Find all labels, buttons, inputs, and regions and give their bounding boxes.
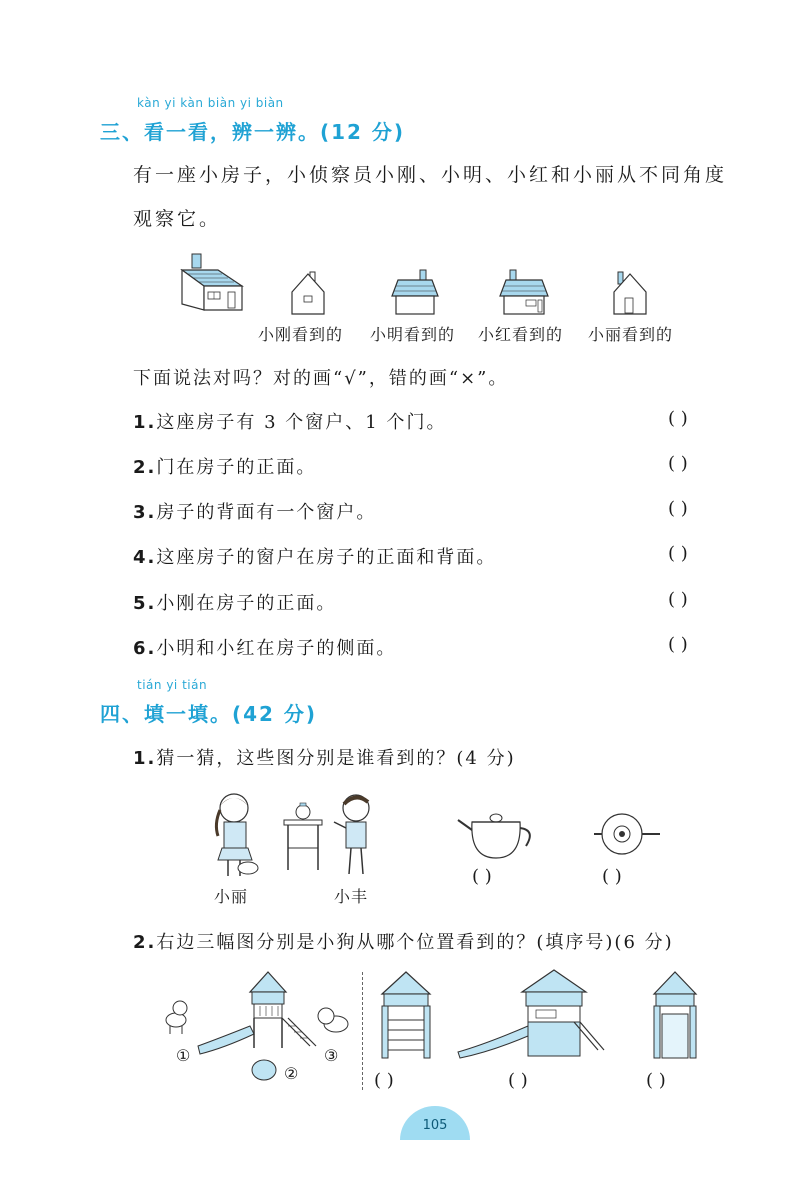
section3-pinyin: kàn yi kàn biàn yi biàn xyxy=(137,96,284,110)
judge-item-2: 2.门在房子的正面。 xyxy=(133,457,317,478)
slide-scene xyxy=(160,968,360,1088)
position-label-1: ① xyxy=(176,1046,191,1065)
answer-blank-2[interactable]: ( ) xyxy=(668,453,688,474)
slide-view-b xyxy=(456,966,606,1062)
judge-item-6: 6.小明和小红在房子的侧面。 xyxy=(133,638,397,659)
answer-blank-4[interactable]: ( ) xyxy=(668,543,688,564)
judge-item-5: 5.小刚在房子的正面。 xyxy=(133,593,337,614)
house-3d-illustration xyxy=(178,252,248,314)
house-view-xiaoming xyxy=(390,268,440,316)
answer-blank-6[interactable]: ( ) xyxy=(668,634,688,655)
view-label-xiaoming: 小明看到的 xyxy=(370,325,456,344)
position-label-2: ② xyxy=(284,1064,299,1083)
section3-heading: 三、看一看，辨一辨。(12 分) xyxy=(100,120,406,144)
q2-blank-1[interactable]: ( ) xyxy=(374,1070,394,1091)
answer-blank-1[interactable]: ( ) xyxy=(668,408,688,429)
boy-figure xyxy=(326,788,382,880)
intro-line-1: 有一座小房子，小侦察员小刚、小明、小红和小丽从不同角度 xyxy=(133,164,728,186)
q1-blank-2[interactable]: ( ) xyxy=(602,866,622,887)
q1-prompt: 1.猜一猜，这些图分别是谁看到的？(4 分) xyxy=(133,748,516,769)
page-number: 105 xyxy=(400,1106,470,1140)
table-with-teapot xyxy=(282,800,324,872)
house-view-xiaohong xyxy=(498,268,550,316)
answer-blank-5[interactable]: ( ) xyxy=(668,589,688,610)
judge-instruction: 下面说法对吗？对的画“√”，错的画“×”。 xyxy=(133,368,509,389)
intro-line-2: 观察它。 xyxy=(133,208,222,230)
judge-item-1: 1.这座房子有 3 个窗户、1 个门。 xyxy=(133,412,447,433)
teapot-top-view xyxy=(592,812,664,856)
judge-item-3: 3.房子的背面有一个窗户。 xyxy=(133,502,377,523)
slide-view-c xyxy=(650,970,700,1062)
dog-position-1 xyxy=(166,1001,187,1034)
q2-blank-2[interactable]: ( ) xyxy=(508,1070,528,1091)
judge-item-4: 4.这座房子的窗户在房子的正面和背面。 xyxy=(133,547,497,568)
dog-position-2 xyxy=(252,1060,276,1080)
teapot-side-view xyxy=(456,808,540,860)
girl-figure xyxy=(206,788,266,880)
q1-blank-1[interactable]: ( ) xyxy=(472,866,492,887)
dashed-divider xyxy=(362,972,363,1090)
slide-view-a xyxy=(376,970,436,1062)
view-label-xiaohong: 小红看到的 xyxy=(478,325,564,344)
view-label-xiaogang: 小刚看到的 xyxy=(258,325,344,344)
position-label-3: ③ xyxy=(324,1046,339,1065)
name-xiaoli: 小丽 xyxy=(214,887,249,906)
dog-position-3 xyxy=(318,1008,348,1032)
name-xiaofeng: 小丰 xyxy=(334,887,369,906)
answer-blank-3[interactable]: ( ) xyxy=(668,498,688,519)
house-view-xiaogang xyxy=(290,270,326,316)
q2-blank-3[interactable]: ( ) xyxy=(646,1070,666,1091)
section4-heading: 四、填一填。(42 分) xyxy=(100,702,318,726)
q2-prompt: 2.右边三幅图分别是小狗从哪个位置看到的？(填序号)(6 分) xyxy=(133,932,674,953)
view-label-xiaoli: 小丽看到的 xyxy=(588,325,674,344)
section4-pinyin: tián yi tián xyxy=(137,678,208,692)
house-view-xiaoli xyxy=(612,270,650,316)
